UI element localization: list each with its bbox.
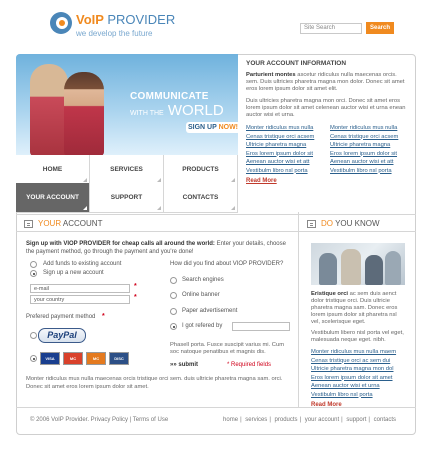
nav-services[interactable]: SERVICES <box>90 155 164 185</box>
info-link[interactable]: Cenas tristique orci acsem <box>330 133 399 140</box>
footer-link-products[interactable]: products <box>274 417 298 423</box>
hero-subheadline: WITH THE WORLD <box>130 102 224 119</box>
referred-by-field[interactable] <box>232 322 290 331</box>
info-link[interactable]: Eros lorem ipsum dolor sit <box>246 150 314 157</box>
account-info-text: Parturient montes ascetur ridiculus nulla maecenas orcis. sem. Duis ultricies pharetra magna mon dolor. Donec sit amet eros lorem ipsum dolor sit amet elit. <box>246 72 405 92</box>
account-info-title: YOUR ACCOUNT INFORMATION <box>246 60 347 67</box>
footer-link-your-account[interactable]: your account <box>304 417 340 423</box>
info-link[interactable]: Monter ridiculus mus nulla <box>246 125 314 131</box>
info-link[interactable]: Ultricie pharetra magna <box>246 142 307 148</box>
radio-online-banner[interactable] <box>170 292 177 299</box>
discover-card-icon: DISC <box>109 352 129 365</box>
footer-links: home | services | products | your account | support | contacts <box>223 417 396 423</box>
radio-paypal[interactable] <box>30 332 37 339</box>
required-marker: * <box>102 313 105 320</box>
info-link[interactable]: Cenas tristique orci acsem <box>246 133 315 140</box>
submit-button[interactable]: »» submit <box>170 362 199 368</box>
logo-tagline: we develop the future <box>76 29 153 38</box>
business-people-image <box>311 243 405 285</box>
radio-add-funds-label: Add funds to existing account <box>43 261 122 267</box>
logo[interactable] <box>50 10 250 44</box>
hero-headline: COMMUNICATE <box>130 91 209 102</box>
info-link[interactable]: Aenean auctor wisi et att <box>246 159 310 165</box>
account-info-panel <box>238 54 416 212</box>
hero-person-image <box>64 72 104 155</box>
required-marker: * <box>134 294 137 301</box>
footer <box>16 407 416 435</box>
paypal-logo: PayPal <box>38 328 86 343</box>
info-link[interactable]: Aenean auctor wisi et att <box>330 159 394 165</box>
email-field[interactable]: e-mail <box>30 284 130 293</box>
radio-search-engines-label: Search engines <box>182 277 224 283</box>
info-link[interactable]: Eros lorem ipsum dolor sit <box>330 150 398 157</box>
radio-online-banner-label: Online banner <box>182 292 220 298</box>
hero-person-image <box>30 64 68 155</box>
country-field[interactable]: your country <box>30 295 130 304</box>
radio-signup-new[interactable] <box>30 270 37 277</box>
hero-banner <box>16 54 238 155</box>
info-link[interactable]: Vestibulm libro nsl porta <box>246 167 308 174</box>
know-link[interactable]: Eros lorem ipsum dolor sit amet <box>311 374 393 381</box>
required-marker: * <box>134 283 137 290</box>
radio-referred-label: I got refered by <box>182 323 223 329</box>
logo-icon <box>50 12 72 34</box>
nav-home[interactable]: HOME <box>16 155 90 185</box>
search-input[interactable]: Site Search <box>300 23 362 34</box>
search-button[interactable]: Search <box>366 22 394 34</box>
footer-link-home[interactable]: home <box>223 417 239 423</box>
info-links-left <box>246 124 324 175</box>
your-account-header: YOUR ACCOUNT <box>16 214 299 232</box>
info-link[interactable]: Vestibulm libro nsl porta <box>330 167 392 174</box>
radio-signup-new-label: Sign up a new account <box>43 270 104 276</box>
required-fields-note: * Required fields <box>227 362 272 368</box>
do-you-know-text: Eristique orci ac sem duis aenct dolor tristique orci. Duis ultricie pharetra magna sam. Donec eros lorem ipsum dolor sit pharetra nsl vel, scelerisque eget. Vestibulum libero nisl porta vel eget, malesuada neque eget. nibh. Monter ridiculus mus nulla maem Cenas tristique orci ac sem dui Ultricie pharetra magna mon dol Eros lorem ipsum dolor sit amet Aenean auctor wisi et urna Vestibulm libro nsl porta Read More <box>311 291 407 409</box>
account-footnote: Monter ridiculus mus nulla maecenas orcis tristique orci sem. duis ultricie pharetra magna sam. orci. Donec sit amet eros lorem ipsum dolor sit amet. <box>26 376 283 390</box>
info-read-more-link[interactable]: Read More <box>246 178 277 184</box>
account-intro-text: Sign up with VIOP PROVIDER for cheap calls all around the world: Enter your details, choose the payment method, go through the payment and you're done! <box>26 241 286 255</box>
radio-search-engines[interactable] <box>170 277 177 284</box>
nav-products[interactable]: PRODUCTS <box>164 155 238 185</box>
maestro-card-icon: MC <box>86 352 106 365</box>
info-link[interactable]: Monter ridiculus mus nulla <box>330 125 398 131</box>
signup-now-button[interactable]: SIGN UP NOW! <box>187 124 238 131</box>
account-info-text: Duis ultricies pharetra magna mon orci. Donec sit amet eros lorem ipsum dolor sit amet celenean auctor wisi et urna enean auctor wisi et urna. <box>246 98 406 118</box>
info-link[interactable]: Ultricie pharetra magna <box>330 142 391 148</box>
form-note-text: Phasell porta. Fusce suscipit varius mi. Cum soc natoque penatibus et magnis dis. <box>170 342 285 355</box>
nav-support[interactable]: SUPPORT <box>90 183 164 213</box>
info-links-right <box>330 124 408 175</box>
nav-your-account[interactable]: YOUR ACCOUNT <box>16 183 90 213</box>
radio-paper-ad-label: Paper advertisement <box>182 308 238 314</box>
radio-credit-card[interactable] <box>30 355 37 362</box>
do-you-know-header: DO YOU KNOW <box>299 214 416 232</box>
know-link[interactable]: Vestibulm libro nsl porta <box>311 391 373 398</box>
footer-link-services[interactable]: services <box>245 417 268 423</box>
footer-copyright[interactable]: © 2006 VoIP Provider. Privacy Policy | Terms of Use <box>30 417 169 423</box>
radio-referred[interactable] <box>170 323 177 330</box>
know-link[interactable]: Monter ridiculus mus nulla maem <box>311 349 397 355</box>
mastercard-icon: MC <box>63 352 83 365</box>
radio-add-funds[interactable] <box>30 261 37 268</box>
footer-link-contacts[interactable]: contacts <box>373 417 396 423</box>
logo-title: VoIP PROVIDER <box>76 12 176 27</box>
find-about-question: How did you find about VIOP PROVIDER? <box>170 261 284 267</box>
payment-method-label: Prefered payment method <box>26 314 96 320</box>
know-link[interactable]: Ultricie pharetra magna mon dol <box>311 366 394 372</box>
know-link[interactable]: Aenean auctor wisi et urna <box>311 383 380 389</box>
know-link[interactable]: Cenas tristique orci ac sem dui <box>311 357 391 364</box>
know-read-more-link[interactable]: Read More <box>311 402 342 408</box>
nav-contacts[interactable]: CONTACTS <box>164 183 238 213</box>
footer-link-support[interactable]: support <box>346 417 367 423</box>
visa-card-icon: VISA <box>40 352 60 365</box>
radio-paper-ad[interactable] <box>170 308 177 315</box>
